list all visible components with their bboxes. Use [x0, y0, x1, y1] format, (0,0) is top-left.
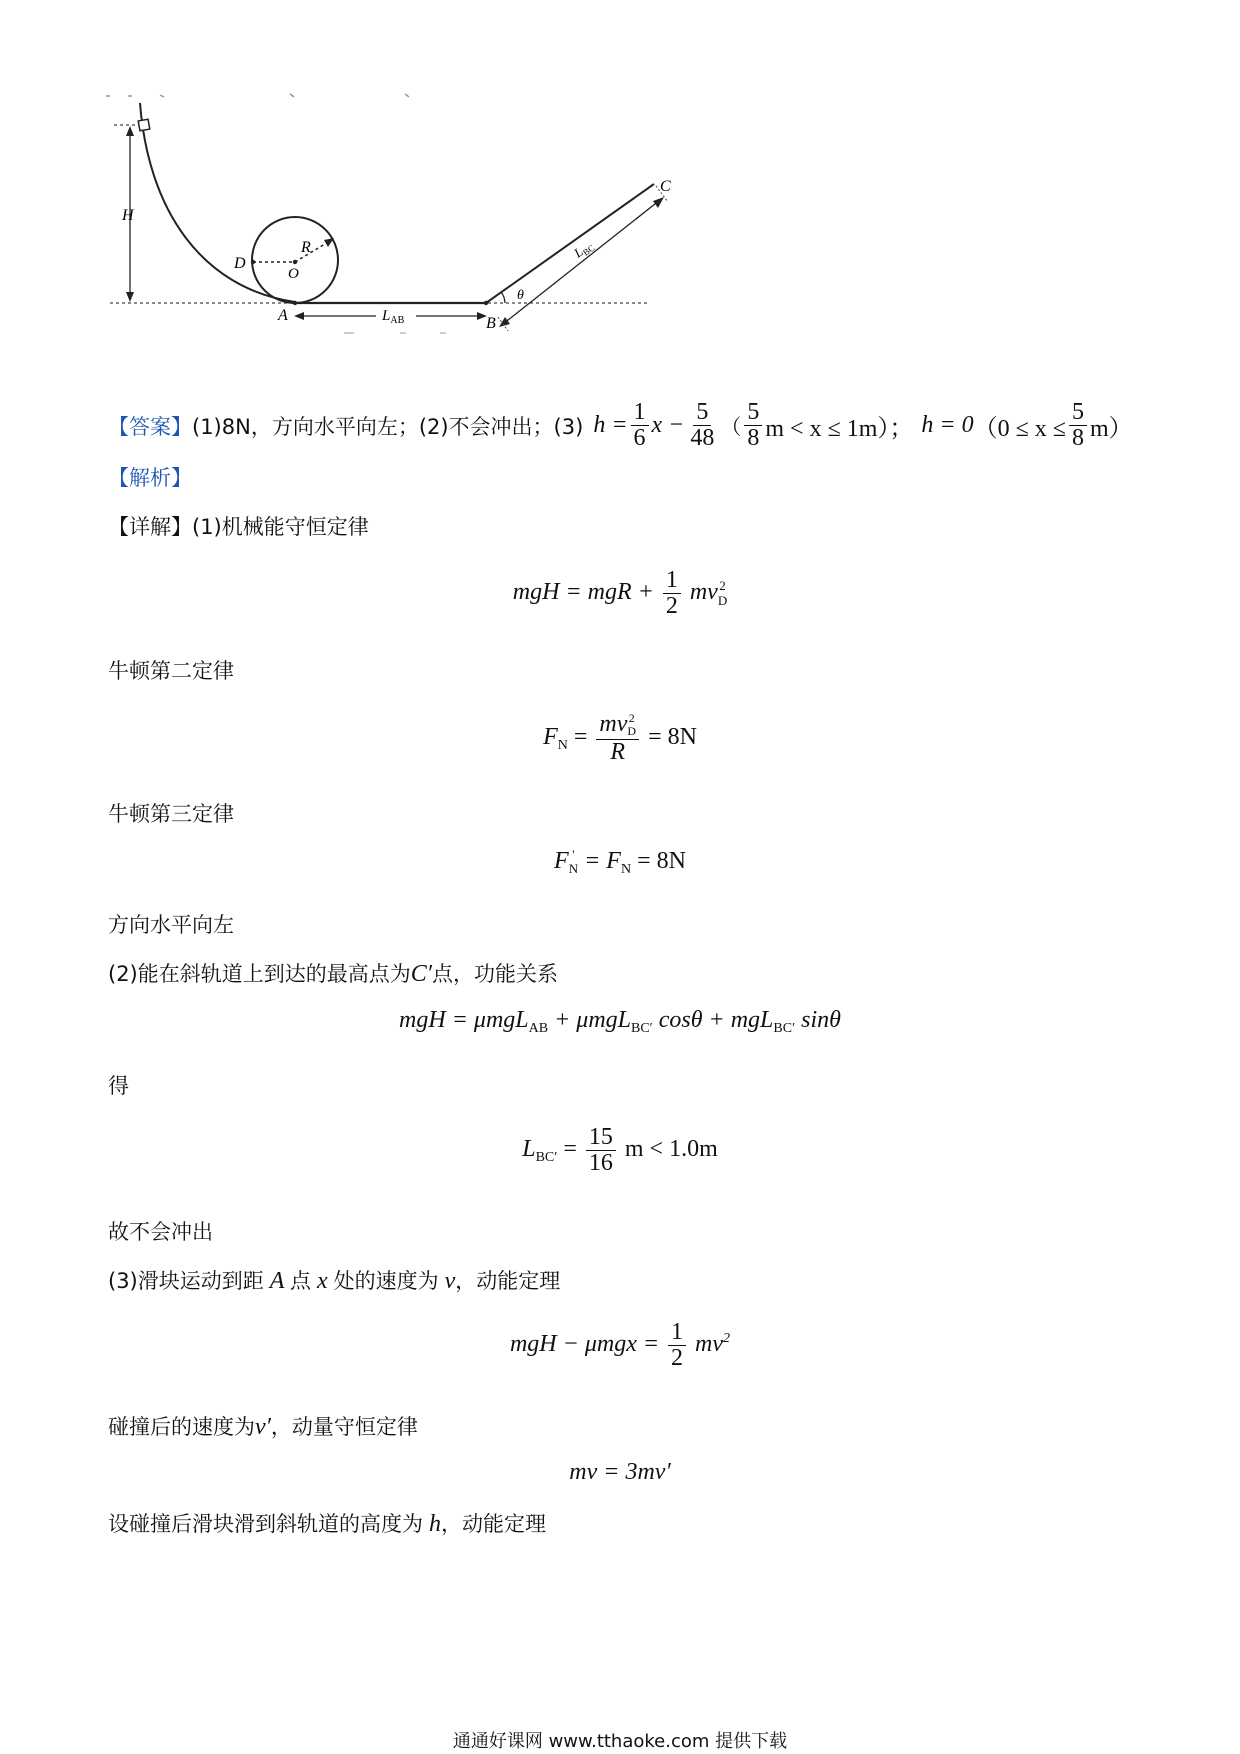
label-LAB: $L_{AB}$	[382, 308, 405, 326]
text-not-out: 故不会冲出	[108, 1220, 213, 1244]
label-O: O	[288, 266, 299, 282]
part3-line: (3)滑块运动到距 A 点 x 处的速度为 v，动能定理	[108, 1268, 561, 1294]
label-theta: θ	[517, 288, 524, 303]
label-D: D	[234, 255, 246, 272]
equation-normal-force: $F_N$ = mv 2 D R = 8N	[543, 711, 697, 765]
label-R: R	[301, 239, 311, 256]
answer-tag: 【答案】	[108, 414, 192, 439]
LBC-arrow	[503, 200, 660, 324]
equation-momentum: mv = 3mv′	[569, 1459, 671, 1485]
analysis-tag: 【解析】	[108, 466, 192, 490]
text-newton-second: 牛顿第二定律	[108, 659, 234, 683]
answer-x-minus: x −	[651, 412, 685, 439]
equation-kinetic: mgH − μmgx = $\frac{1}{2}$ $mv^2$	[509, 1319, 731, 1372]
slider-block	[138, 119, 150, 131]
equation-reaction: F ' N = $F_N = 8N$	[554, 847, 686, 877]
theta-arc	[501, 292, 505, 303]
equation-energy: mgH = mgR + $\frac{1}{2}$ mv 2 D	[512, 567, 728, 620]
answer-h-eq: h =	[593, 412, 628, 439]
curved-ramp	[140, 103, 295, 302]
answer-frac2: $\frac{5}{48}$	[690, 399, 715, 452]
label-LBC: $L_{BC}$	[570, 242, 597, 261]
answer-cond1-open: （	[720, 414, 742, 439]
footer-watermark: 通通好课网 www.tthaoke.com 提供下载	[452, 1731, 788, 1752]
track-diagram	[100, 88, 760, 378]
part2-line: (2)能在斜轨道上到达的最高点为C′点，功能关系	[108, 961, 559, 987]
part3-height-line: 设碰撞后滑块滑到斜轨道的高度为 h，动能定理	[108, 1511, 546, 1537]
label-H: H	[122, 207, 134, 224]
answer-frac3: $\frac{5}{8}$	[744, 400, 762, 451]
answer-line	[108, 400, 1133, 451]
answer-h0: h = 0	[921, 412, 974, 439]
part3-collision-line: 碰撞后的速度为v′，动量守恒定律	[108, 1414, 418, 1440]
text-de: 得	[108, 1074, 129, 1098]
text-direction: 方向水平向左	[108, 913, 234, 937]
answer-cond2-open: （0 ≤ x ≤	[973, 416, 1066, 443]
answer-cond1-tail: m < x ≤ 1m）；	[765, 416, 914, 443]
incline-track	[486, 184, 654, 303]
equation-work-energy: mgH = μmgL$_{AB}$ + μmgL$_{BC'}$ cosθ + mgL$_{BC'}$ sinθ	[399, 1007, 841, 1036]
label-B: B	[486, 315, 496, 332]
detail-tag: 【详解】	[108, 515, 192, 539]
answer-frac4: $\frac{5}{8}$	[1069, 400, 1087, 451]
detail-text: (1)机械能守恒定律	[192, 515, 369, 539]
answer-cond2-tail: m）	[1089, 416, 1133, 443]
label-A: A	[278, 307, 288, 324]
equation-LBC: $L_{BC'}$ = $\frac{15}{16}$ m < 1.0m	[522, 1124, 718, 1177]
answer-frac1: $\frac{1}{6}$	[631, 400, 649, 451]
label-C: C	[660, 178, 671, 195]
text-newton-third: 牛顿第三定律	[108, 802, 234, 826]
answer-part1: (1)8N，方向水平向左；(2)不会冲出；(3)	[192, 414, 584, 439]
scan-artifacts	[106, 94, 409, 97]
detail-line	[108, 511, 369, 541]
